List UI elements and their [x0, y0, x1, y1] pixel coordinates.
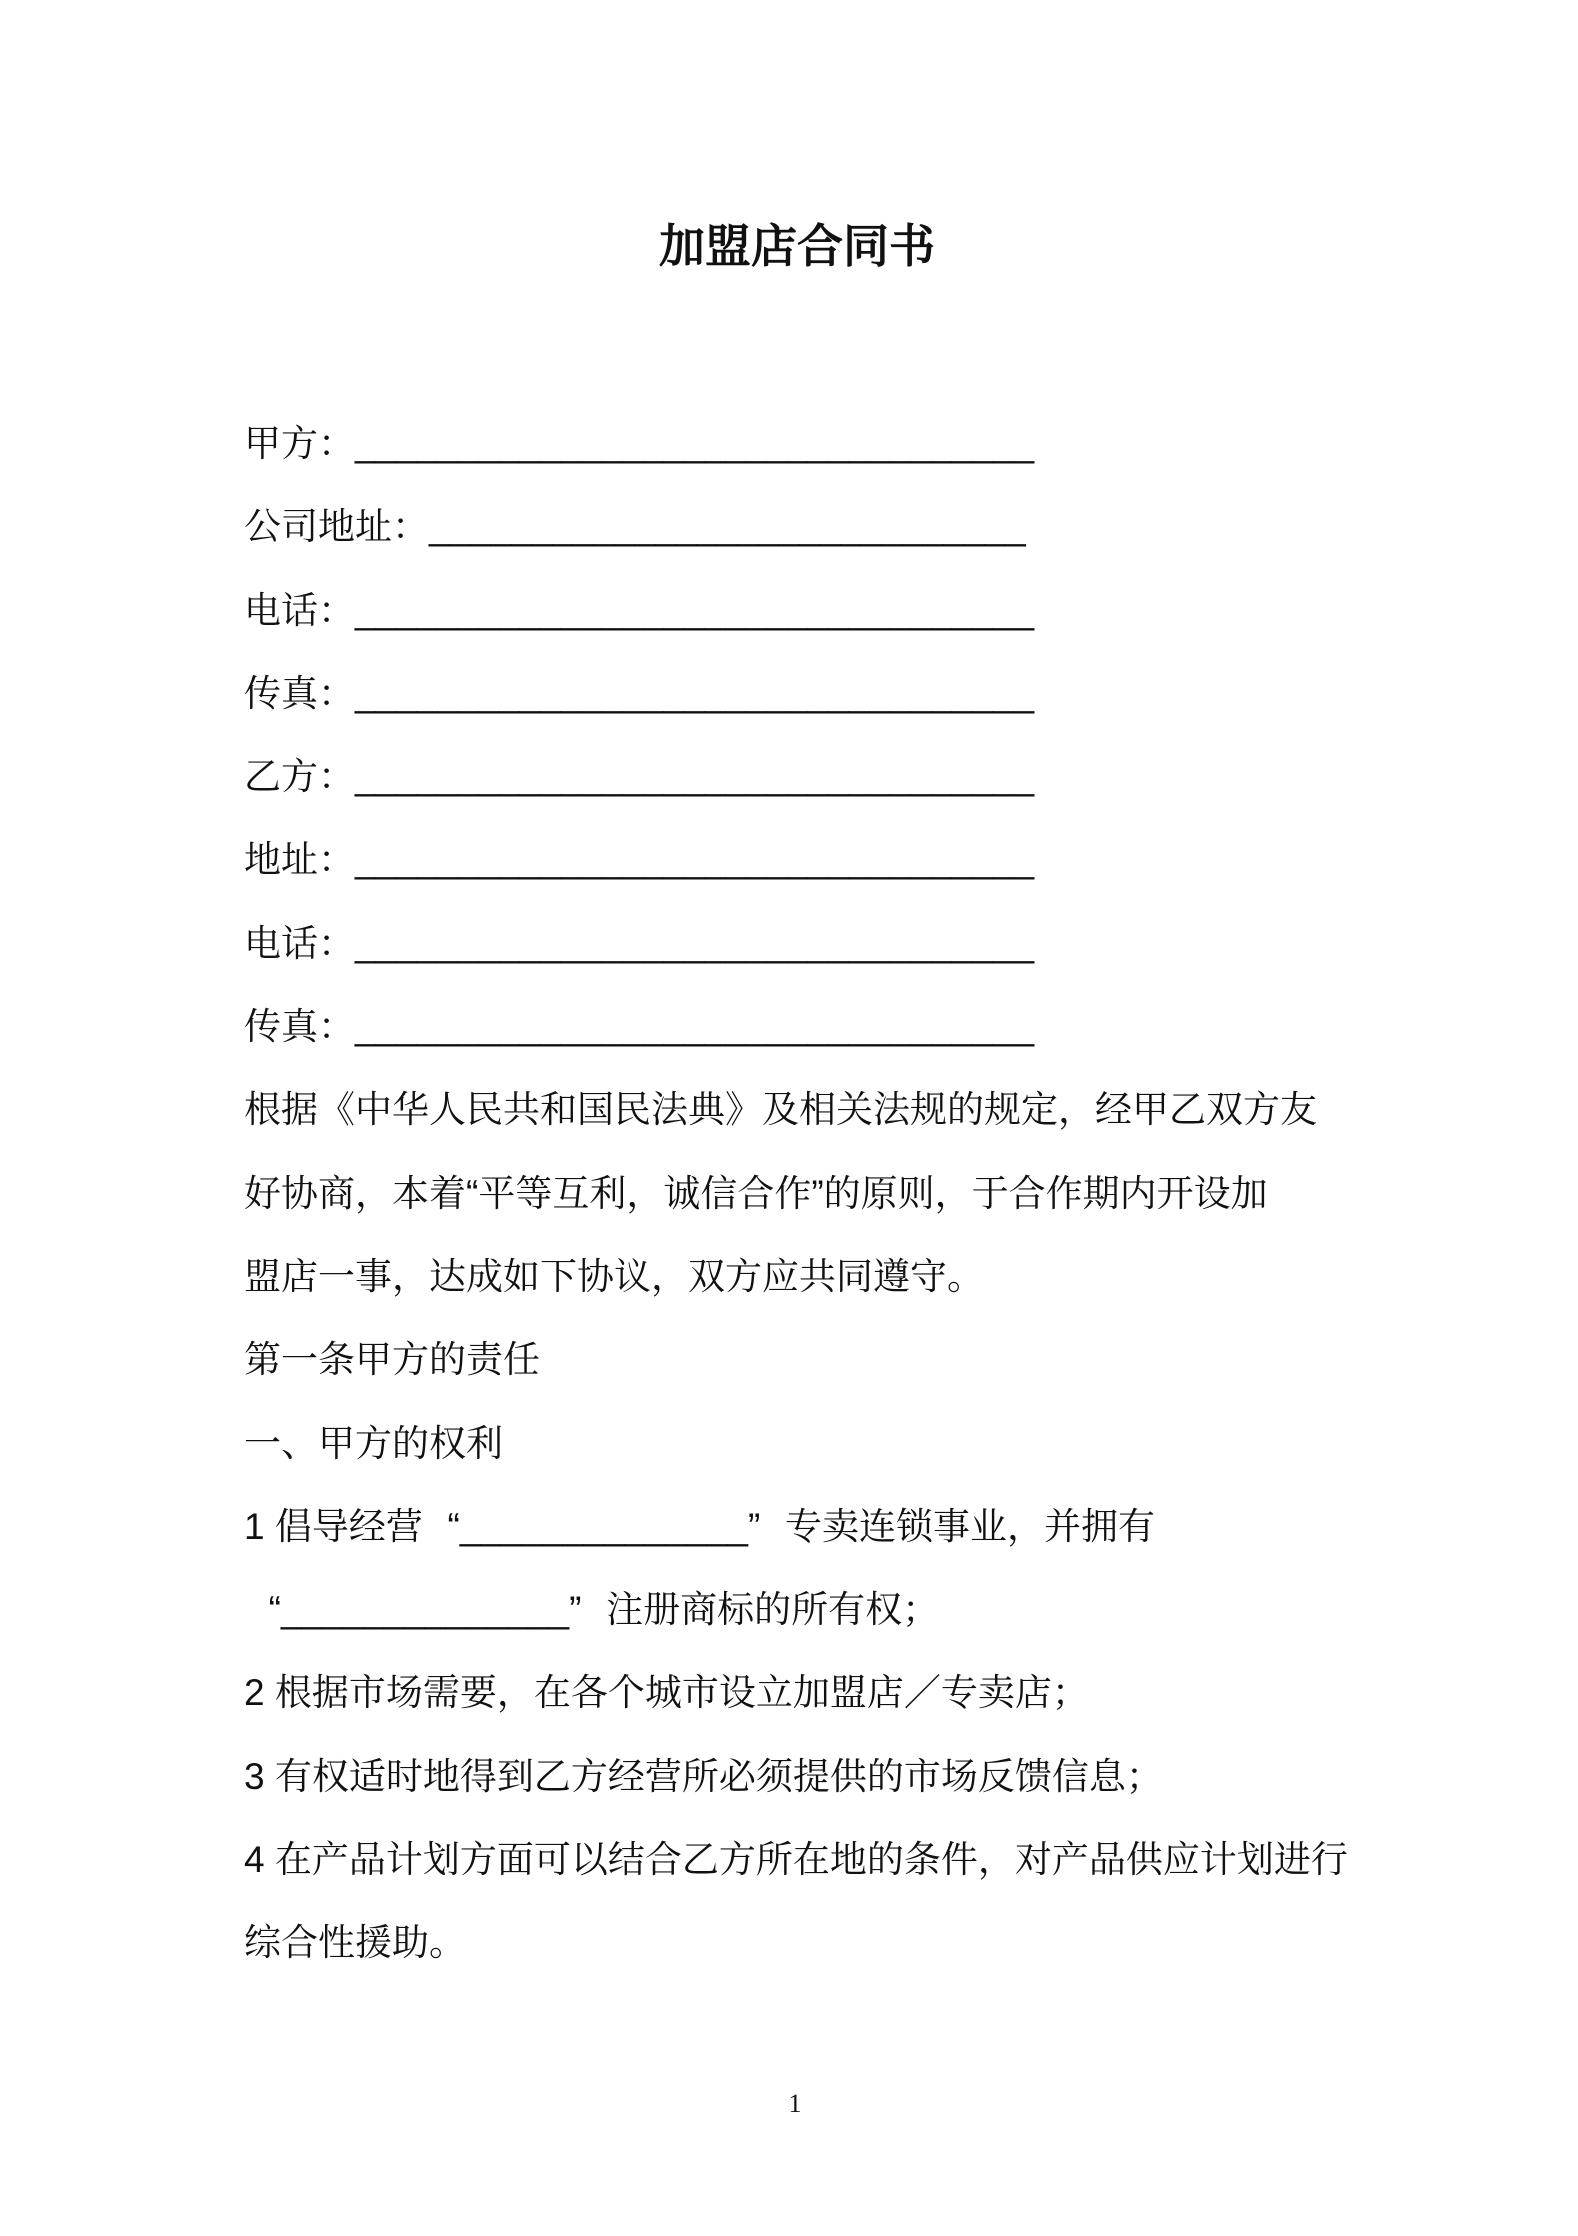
party-b-phone-blank: _________________________________ — [355, 922, 1035, 964]
party-a-phone-row — [244, 569, 1544, 652]
party-a-fax-row — [244, 652, 1544, 735]
section-heading: 一、甲方的权利 — [244, 1422, 503, 1464]
clause-item-2: 2 根据市场需要，在各个城市设立加盟店／专卖店； — [244, 1672, 1089, 1714]
party-b-phone-label: 电话： — [244, 922, 355, 964]
close-quote: ” — [747, 1505, 761, 1547]
party-a-fax-blank: _________________________________ — [355, 672, 1035, 714]
party-b-label: 乙方： — [244, 756, 355, 798]
clause-item-1-prefix: 1 倡导经营 — [244, 1505, 423, 1547]
party-b-fax-label: 传真： — [244, 1006, 355, 1048]
preamble-line: 盟店一事，达成如下协议，双方应共同遵守。 — [244, 1255, 984, 1297]
company-address-blank: _____________________________ — [429, 506, 1026, 548]
clause-item-1-continued — [244, 1568, 1544, 1651]
party-b-address-blank: _________________________________ — [355, 839, 1035, 881]
party-a-phone-label: 电话： — [244, 589, 355, 631]
party-a-fax-label: 传真： — [244, 672, 355, 714]
clause-item-1-continued-suffix: 注册商标的所有权； — [606, 1589, 940, 1631]
trademark-blank: ______________ — [281, 1589, 570, 1631]
party-a-label: 甲方： — [244, 423, 355, 464]
open-quote: “ — [447, 1505, 460, 1547]
party-a-blank: _________________________________ — [355, 423, 1035, 464]
clause-item-1-suffix: 专卖连锁事业，并拥有 — [784, 1505, 1155, 1547]
clause-item-3: 3 有权适时地得到乙方经营所必须提供的市场反馈信息； — [244, 1755, 1163, 1797]
preamble-line: 根据《中华人民共和国民法典》及相关法规的规定，经甲乙双方友 — [244, 1089, 1317, 1131]
party-a-phone-blank: _________________________________ — [355, 589, 1035, 631]
document-title: 加盟店合同书 — [659, 220, 935, 272]
close-quote: ” — [569, 1589, 582, 1631]
page-number: 1 — [788, 2089, 802, 2118]
open-quote: “ — [268, 1589, 281, 1631]
party-b-address-row — [244, 818, 1544, 901]
party-b-row — [244, 735, 1544, 818]
company-address-row — [244, 485, 1544, 568]
article-heading: 第一条甲方的责任 — [244, 1339, 540, 1381]
party-b-fax-blank: _________________________________ — [355, 1006, 1035, 1048]
clause-item-1 — [244, 1485, 1544, 1568]
party-b-blank: _________________________________ — [355, 756, 1035, 798]
party-a-row — [244, 402, 1544, 485]
company-address-label: 公司地址： — [244, 506, 429, 548]
party-b-phone-row — [244, 902, 1544, 985]
preamble-line: 好协商，本着“平等互利，诚信合作”的原则，于合作期内开设加 — [244, 1172, 1268, 1214]
party-b-fax-row — [244, 985, 1544, 1068]
brand-name-blank: ______________ — [459, 1505, 748, 1547]
clause-item-4-continued: 综合性援助。 — [244, 1922, 466, 1964]
clause-item-4: 4 在产品计划方面可以结合乙方所在地的条件，对产品供应计划进行 — [244, 1839, 1348, 1881]
party-b-address-label: 地址： — [244, 839, 355, 881]
document-body — [244, 402, 1544, 1985]
